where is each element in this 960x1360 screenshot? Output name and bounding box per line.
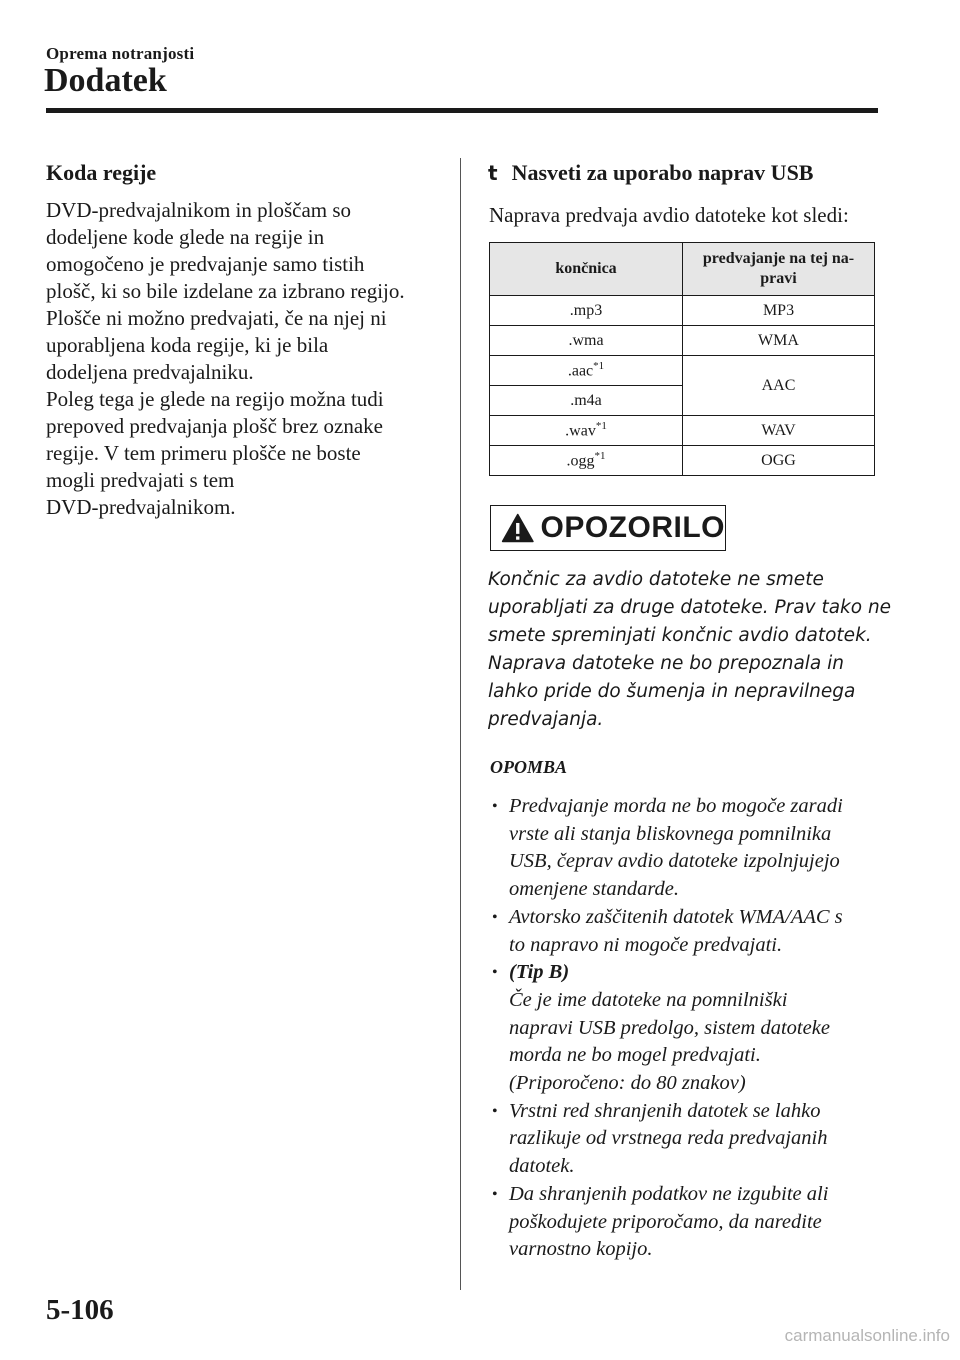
- warning-line: Končnic za avdio datoteke ne smete: [488, 569, 824, 590]
- table-row: [490, 416, 875, 446]
- table-cell-extension: .wma: [490, 326, 683, 356]
- paragraph-line: prepoved predvajanja plošč brez oznake: [46, 414, 384, 438]
- list-item: • Avtorsko zaščitenih datotek WMA/AAC s to napravo ni mogoče predvajati.: [492, 905, 843, 956]
- table-row: [490, 326, 875, 356]
- column-divider: [460, 158, 461, 1290]
- paragraph-line: DVD-predvajalnikom in ploščam so: [46, 198, 352, 222]
- table-row: [490, 446, 875, 476]
- table-cell-format: AAC: [683, 356, 875, 416]
- page-number: 5-106: [46, 1294, 114, 1326]
- table-cell-extension: .wav$^{*1}$: [490, 416, 683, 446]
- warning-line: Naprava datoteke ne bo prepoznala in: [488, 653, 845, 674]
- list-item: • Da shranjenih podatkov ne izgubite ali poškodujete priporočamo, da naredite varnostno kopijo.: [492, 1182, 829, 1261]
- paragraph-line: dodeljena predvajalniku.: [46, 360, 254, 384]
- footnote-marker: *1: [595, 420, 607, 433]
- tip-b-label: (Tip B): [509, 961, 570, 984]
- table-cell-extension: .ogg$^{*1}$: [490, 446, 683, 476]
- chapter-title: Dodatek: [44, 62, 167, 99]
- warning-line: predvajanja.: [488, 709, 604, 730]
- footnote-marker: *1: [593, 360, 605, 373]
- paragraph-line: dodeljene kode glede na regije in: [46, 225, 325, 249]
- list-item: • Vrstni red shranjenih datotek se lahko razlikuje od vrstnega reda predvajanih datotek.: [492, 1099, 828, 1178]
- warning-box: [490, 505, 726, 551]
- table-header-extension: končnica: [490, 243, 683, 296]
- paragraph-line: DVD-predvajalnikom.: [46, 495, 236, 519]
- watermark: carmanualsonline.info: [784, 1326, 950, 1345]
- warning-line: lahko pride do šumenja in nepravilnega: [488, 681, 856, 702]
- bullet-dot-icon: •: [492, 1185, 498, 1203]
- paragraph-line: Plošče ni možno predvajati, če na njej ni: [46, 306, 387, 330]
- table-cell-format: MP3: [683, 296, 875, 326]
- table-cell-format: WMA: [683, 326, 875, 356]
- table-header-playback: [683, 243, 875, 296]
- bullet-dot-icon: •: [492, 798, 498, 815]
- note-heading: OPOMBA: [490, 757, 568, 777]
- table-row: [490, 296, 875, 326]
- usb-tips-heading: [488, 160, 813, 186]
- usb-tips-heading-text: Nasveti za uporabo naprav USB: [511, 160, 814, 185]
- paragraph-line: regije. V tem primeru plošče ne boste: [46, 441, 361, 465]
- usb-intro-text: Naprava predvaja avdio datoteke kot sledi:: [489, 203, 849, 227]
- table-cell-extension: .aac$^{*1}$: [490, 356, 683, 386]
- table-header-playback-line2: pravi: [760, 270, 797, 287]
- table-cell-extension: .mp3: [490, 296, 683, 326]
- list-item: • (Tip B) Če je ime datoteke na pomnilniški napravi USB predolgo, sistem datoteke morda ne bo mogel predvajati. (Priporočeno: do 80 znakov): [490, 959, 890, 1098]
- file-extension-table: [489, 242, 875, 476]
- paragraph-line: mogli predvajati s tem: [46, 468, 235, 492]
- footnote-marker: *1: [594, 450, 606, 463]
- warning-title: OPOZORILO: [540, 511, 725, 544]
- bullet-dot-icon: •: [492, 908, 498, 926]
- section-label: Oprema notranjosti: [46, 44, 195, 63]
- section-bullet-icon: t: [488, 161, 498, 185]
- paragraph-line: uporabljena koda regije, ki je bila: [46, 333, 329, 357]
- table-cell-extension: .m4a: [490, 386, 683, 416]
- bullet-dot-icon: •: [492, 964, 498, 982]
- warning-line: uporabljati za druge datoteke. Prav tako ne: [488, 597, 892, 618]
- paragraph-line: omogočeno je predvajanje samo tistih: [46, 252, 365, 276]
- warning-line: smete spreminjati končnic avdio datotek.: [488, 625, 872, 646]
- list-item: • Predvajanje morda ne bo mogoče zaradi vrste ali stanja bliskovnega pomnilnika USB, čeprav avdio datoteke izpolnjujejo omenjene standarde.: [492, 795, 843, 901]
- paragraph-line: plošč, ki so bile izdelane za izbrano regijo.: [46, 279, 405, 303]
- region-code-heading: Koda regije: [46, 160, 157, 185]
- table-cell-format: OGG: [683, 446, 875, 476]
- paragraph-line: Poleg tega je glede na regijo možna tudi: [46, 387, 384, 411]
- header-rule: [46, 108, 878, 113]
- warning-triangle-icon: [501, 510, 535, 546]
- region-code-paragraph: [46, 197, 446, 521]
- table-header-playback-line1: predvajanje na tej na-: [702, 250, 855, 267]
- note-list: [490, 793, 890, 1264]
- table-row: [490, 356, 875, 386]
- warning-text: [488, 566, 892, 734]
- table-header-row: [490, 243, 875, 296]
- table-cell-format: WAV: [683, 416, 875, 446]
- bullet-dot-icon: •: [492, 1102, 498, 1120]
